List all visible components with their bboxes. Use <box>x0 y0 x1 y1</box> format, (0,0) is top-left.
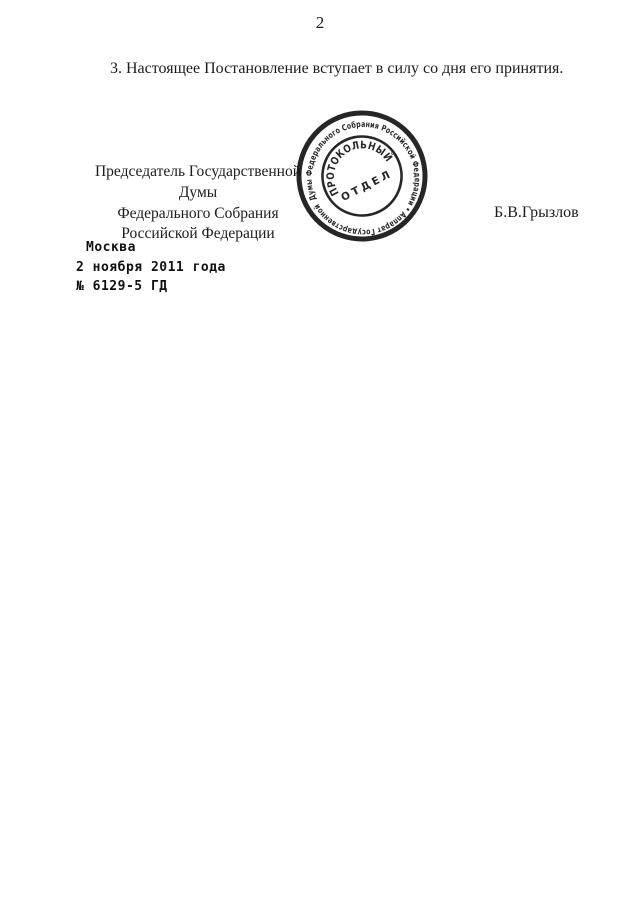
city-label: Москва <box>86 240 136 255</box>
stamp-svg <box>292 106 432 246</box>
signature-title-line: Российской Федерации <box>121 225 275 243</box>
page-number: 2 <box>315 13 325 32</box>
clause-text: 3. Настоящее Постановление вступает в силу со дня его принятия. <box>110 60 564 77</box>
stamp-department-line-text: ОТДЕЛ <box>339 167 395 204</box>
place-date-number-block <box>76 238 226 297</box>
stamp-ring-text: Думы Федерального Собрания Российской Федерации • Аппарат Государственной <box>303 118 423 238</box>
document-number-label: № 6129-5 ГД <box>76 279 168 294</box>
signature-title-line: Федерального Собрания <box>117 204 279 222</box>
stamp-department-arc-text: ПРОТОКОЛЬНЫЙ <box>324 139 396 198</box>
protocol-department-stamp-icon <box>292 106 432 246</box>
date-label: 2 ноября 2011 года <box>76 259 226 275</box>
signatory-name: Б.В.Грызлов <box>494 204 579 221</box>
signature-title-block <box>74 162 322 245</box>
signature-title-line: Председатель Государственной Думы <box>94 163 302 201</box>
